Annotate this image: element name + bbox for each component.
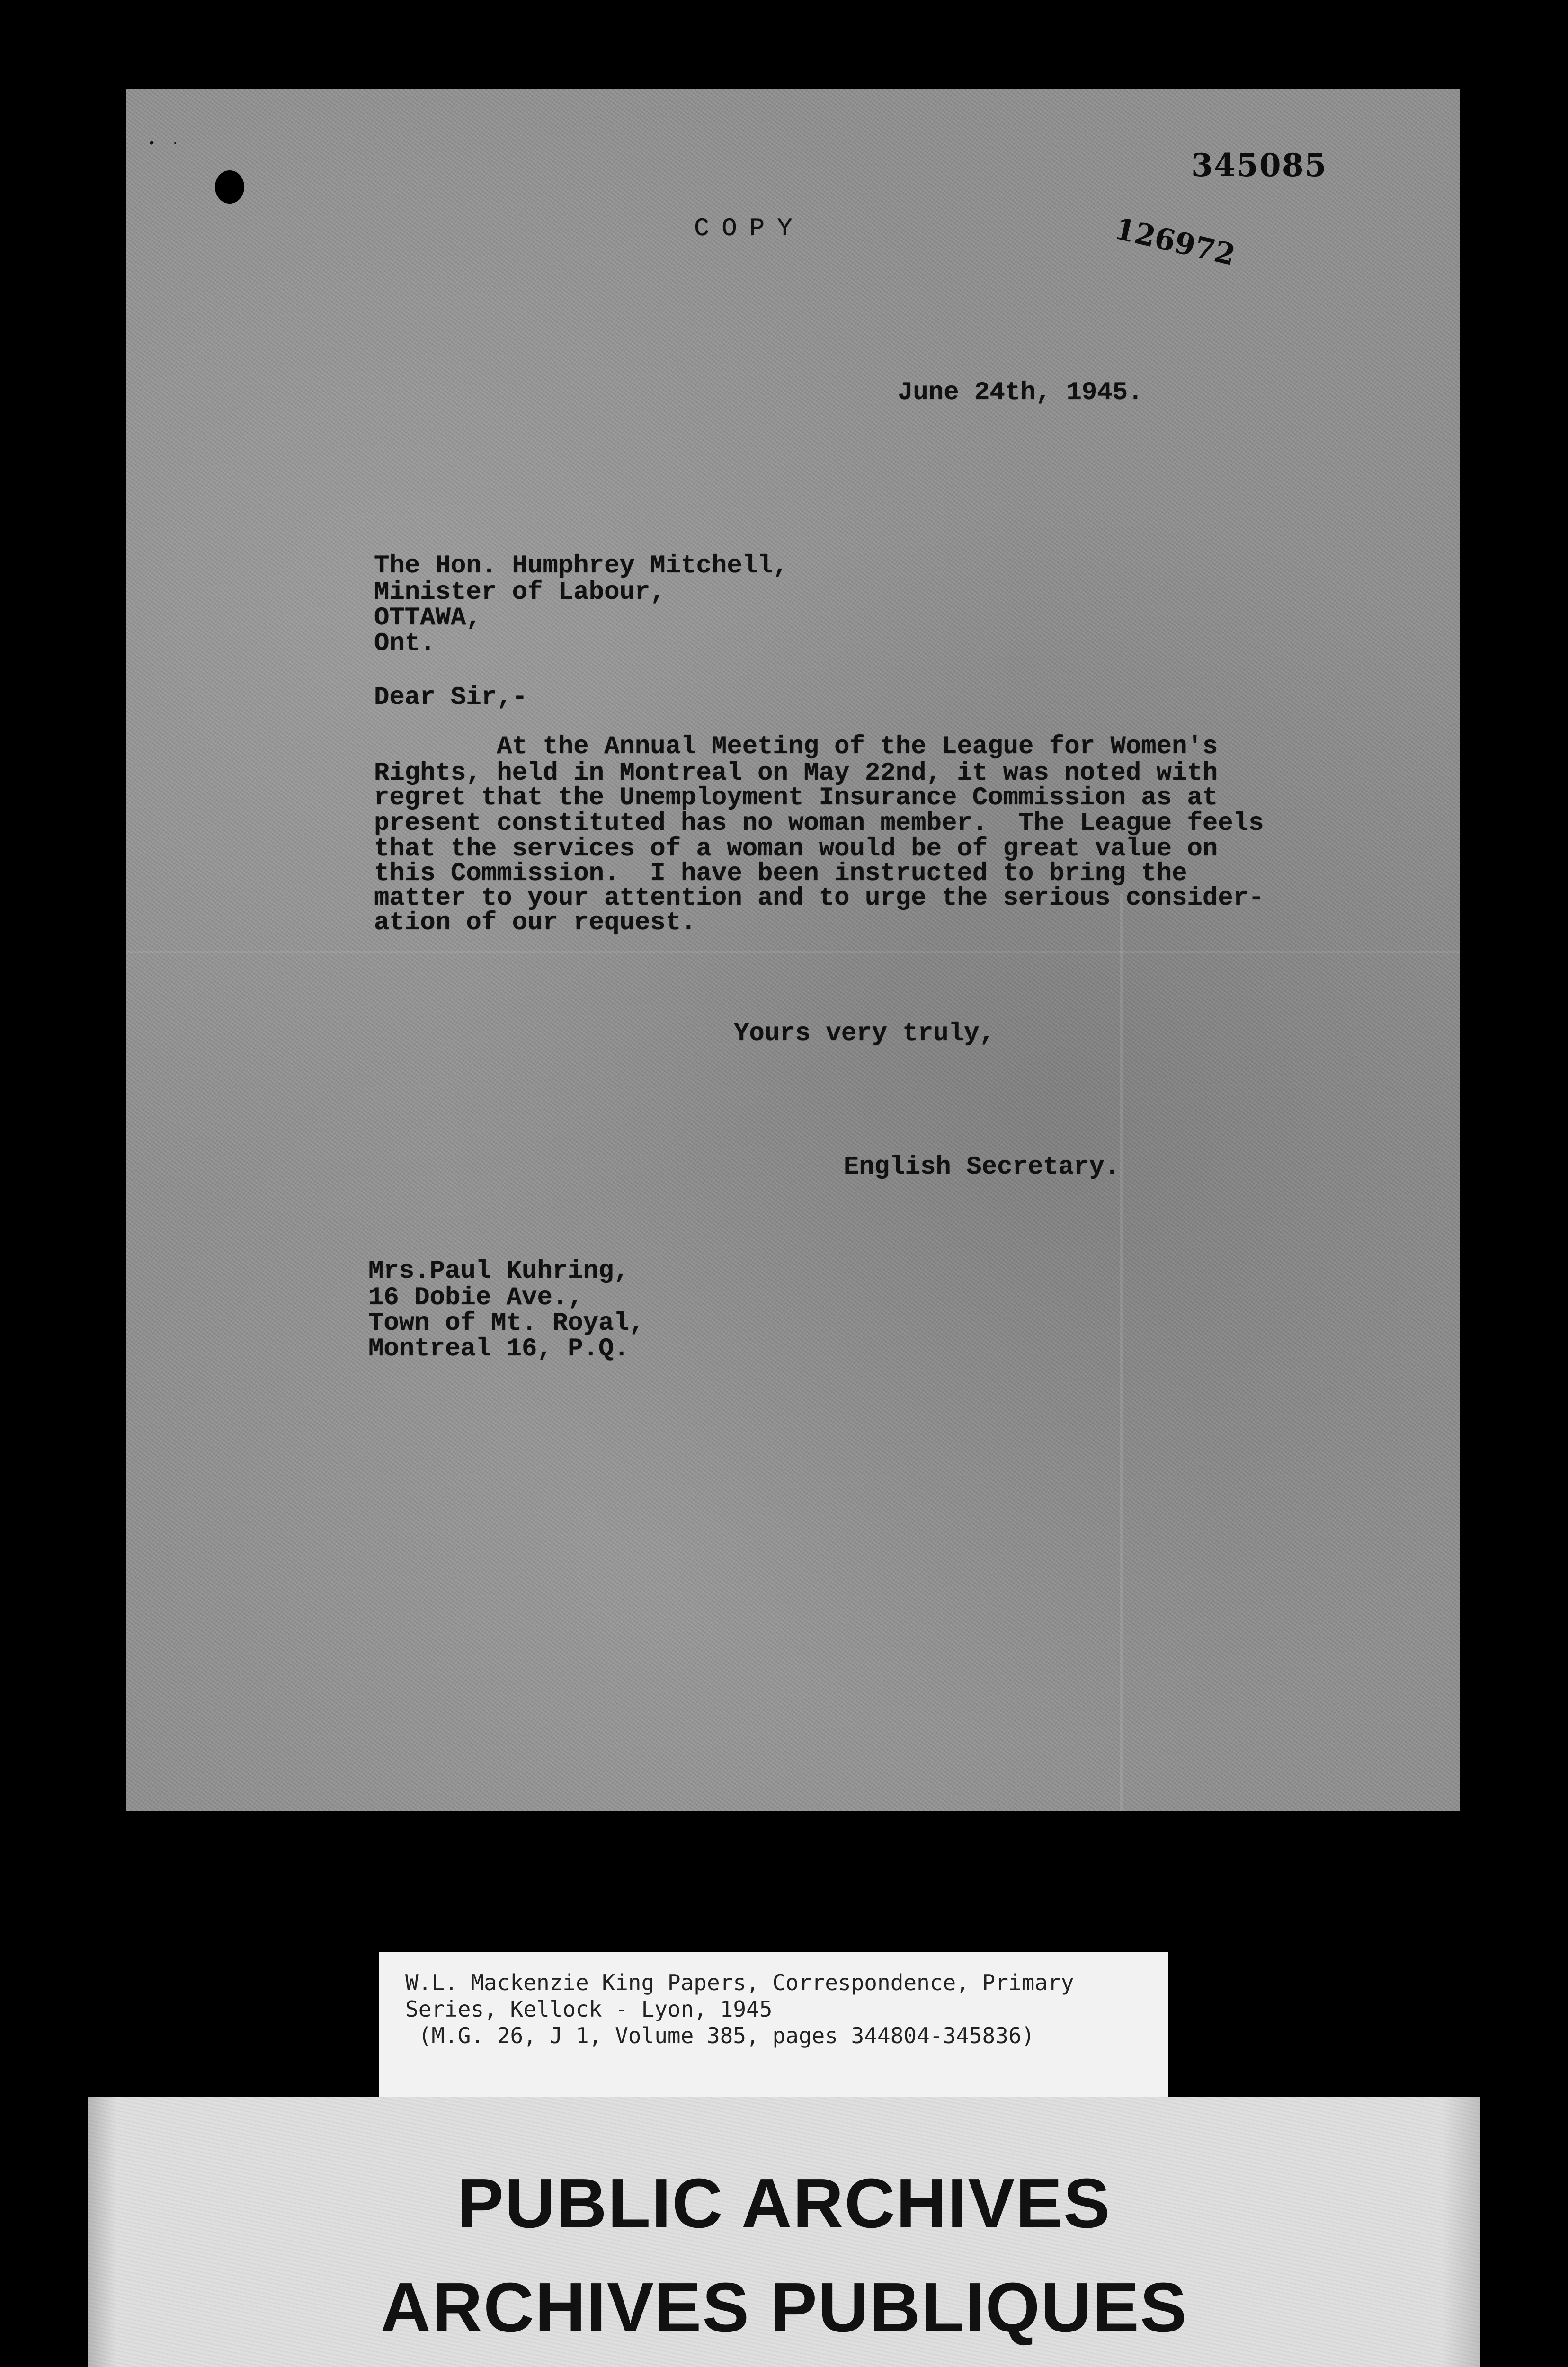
citation-line: (M.G. 26, J 1, Volume 385, pages 344804-345836) (405, 2023, 1035, 2048)
sender-line: Montreal 16, P.Q. (368, 1335, 629, 1363)
punch-hole (215, 170, 244, 204)
paper-specks: • · (148, 135, 183, 151)
file-number-stamp-secondary: 126972 (1111, 211, 1239, 273)
salutation: Dear Sir,- (374, 683, 528, 712)
body-line: this Commission. I have been instructed to bring the (374, 859, 1187, 888)
archive-citation-label (379, 1952, 1168, 2105)
public-archives-banner (88, 2097, 1480, 2367)
file-number-stamp: 345085 (1191, 147, 1327, 184)
signature-title: English Secretary. (844, 1153, 1120, 1182)
banner-title-french: ARCHIVES PUBLIQUES (380, 2269, 1188, 2347)
letter-page (126, 89, 1460, 1811)
letter-date: June 24th, 1945. (898, 378, 1143, 407)
copy-heading: COPY (694, 214, 805, 243)
body-line: regret that the Unemployment Insurance Commission as at (374, 783, 1218, 812)
closing: Yours very truly, (734, 1019, 995, 1048)
body-line: ation of our request. (374, 908, 696, 937)
banner-title-english: PUBLIC ARCHIVES (457, 2164, 1111, 2242)
citation-line: W.L. Mackenzie King Papers, Correspondence, Primary (405, 1970, 1074, 1995)
body-line: Rights, held in Montreal on May 22nd, it was noted with (374, 759, 1218, 788)
recipient-line: OTTAWA, (374, 604, 481, 632)
recipient-line: The Hon. Humphrey Mitchell, (374, 552, 788, 580)
body-line: At the Annual Meeting of the League for Women's (374, 732, 1218, 761)
recipient-line: Ont. (374, 629, 436, 658)
paper-fold-vertical (1120, 894, 1123, 1811)
sender-line: Mrs.Paul Kuhring, (368, 1257, 629, 1286)
citation-line: Series, Kellock - Lyon, 1945 (405, 1996, 773, 2022)
paper-fold-horizontal (126, 951, 1460, 953)
recipient-line: Minister of Labour, (374, 578, 666, 607)
body-line: matter to your attention and to urge the serious consider- (374, 884, 1264, 913)
body-line: that the services of a woman would be of great value on (374, 835, 1218, 863)
body-line: present constituted has no woman member. The League feels (374, 809, 1264, 838)
sender-line: Town of Mt. Royal, (368, 1309, 645, 1338)
citation-text (405, 1969, 1074, 2049)
sender-line: 16 Dobie Ave., (368, 1283, 583, 1312)
